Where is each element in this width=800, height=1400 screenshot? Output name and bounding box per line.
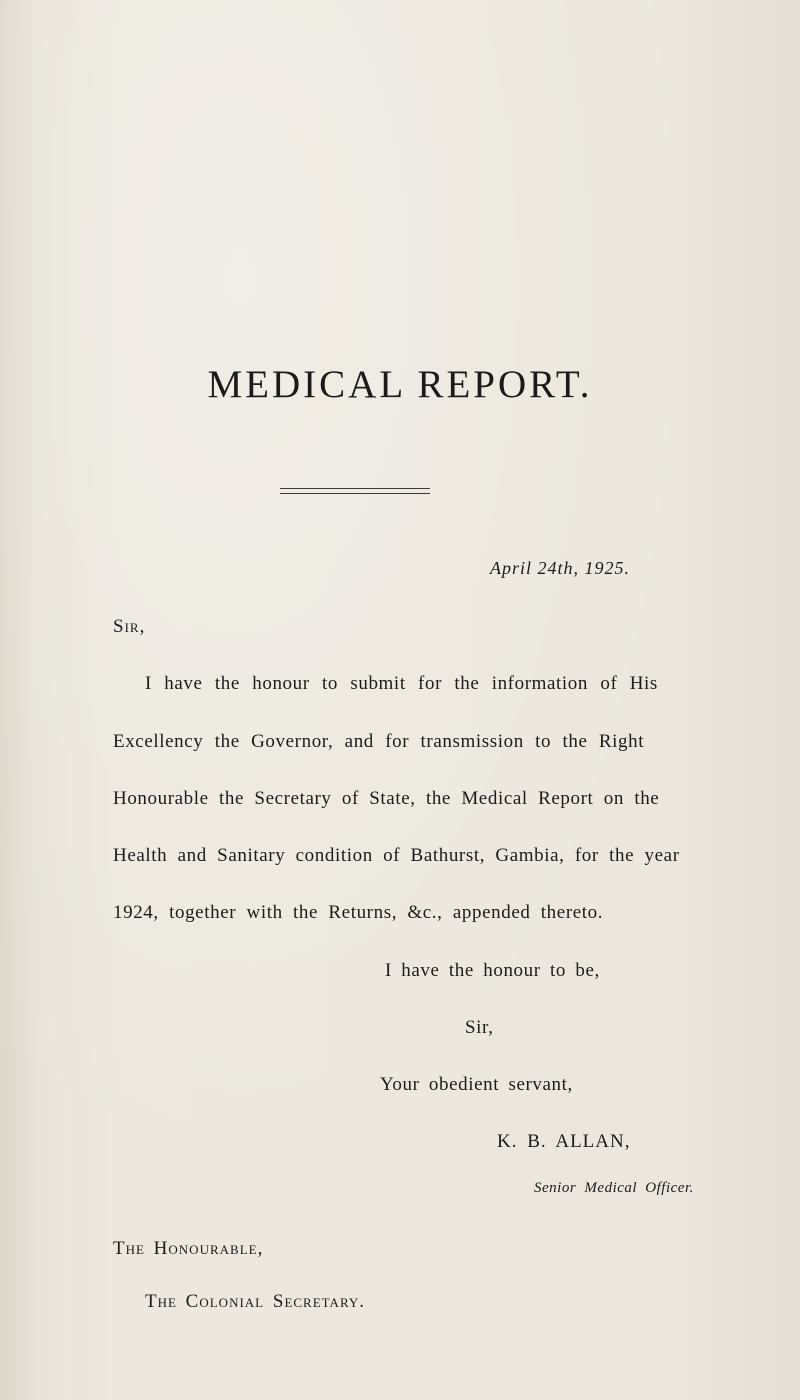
letter-date: April 24th, 1925. [490,558,631,578]
body-line: Excellency the Governor, and for transmission to the Right [113,731,645,752]
closing-servant: Your obedient servant, [380,1074,573,1095]
signatory-position: Senior Medical Officer. [534,1180,694,1196]
document-title: MEDICAL REPORT. [207,363,593,406]
title-divider [280,488,430,494]
body-line: 1924, together with the Returns, &c., appended thereto. [113,902,604,923]
addressee-line: The Colonial Secretary. [145,1291,366,1312]
closing-sir: Sir, [465,1017,494,1038]
body-line: Health and Sanitary condition of Bathurst, Gambia, for the year [113,845,680,866]
signatory-name: K. B. ALLAN, [497,1131,631,1152]
closing-line: I have the honour to be, [385,960,600,981]
salutation: Sir, [113,616,146,637]
addressee-line: The Honourable, [113,1238,264,1259]
body-line: I have the honour to submit for the information of His [145,673,658,694]
body-line: Honourable the Secretary of State, the Medical Report on the [113,788,660,809]
